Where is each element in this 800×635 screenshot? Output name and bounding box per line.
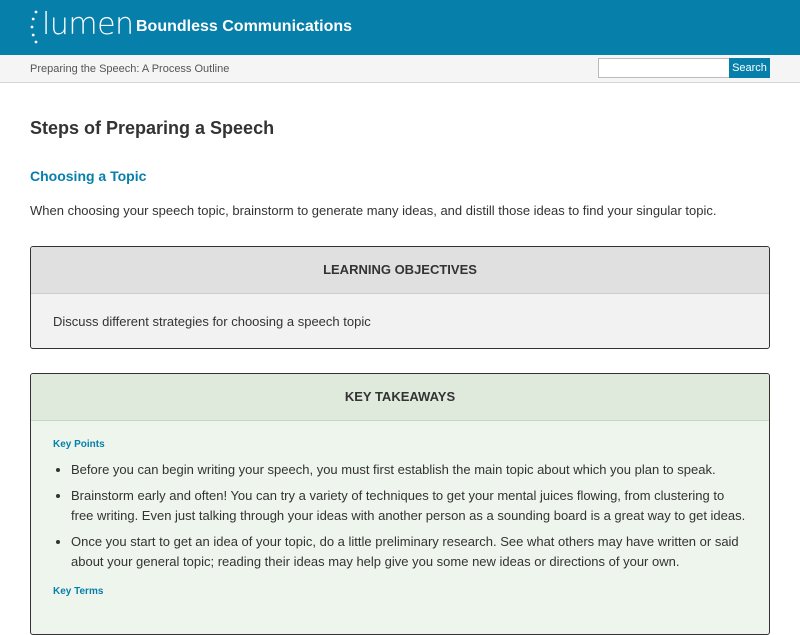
key-points-list <box>31 460 769 572</box>
course-title[interactable]: Boundless Communications <box>136 18 353 35</box>
main-content <box>30 118 770 597</box>
key-terms-label: Key Terms <box>53 586 104 597</box>
learning-objectives-box <box>30 246 770 349</box>
list-item: • Brainstorm early and often! You can try a variety of techniques to get your mental juices flowing, from clustering to free writing. Even just talking through your ideas with another person as a sounding board is a great way to get ideas. <box>71 486 769 526</box>
lumen-logo[interactable] <box>30 7 134 46</box>
breadcrumb[interactable]: Preparing the Speech: A Process Outline <box>30 63 230 75</box>
key-takeaways-heading: KEY TAKEAWAYS <box>31 374 769 421</box>
search-input[interactable] <box>598 58 732 78</box>
site-header <box>0 0 800 55</box>
list-item: • Once you start to get an idea of your topic, do a little preliminary research. See what others may have written or said about your general topic; reading their ideas may help give you some new ideas or directions of your own. <box>71 532 769 572</box>
logo-text: lumen <box>42 7 134 42</box>
key-takeaways-box <box>30 373 770 635</box>
learning-objectives-text: Discuss different strategies for choosing a speech topic <box>53 314 371 329</box>
logo-dots-icon <box>30 10 42 46</box>
learning-objectives-heading: LEARNING OBJECTIVES <box>31 247 769 294</box>
page-title: Steps of Preparing a Speech <box>30 118 275 138</box>
list-item: • Before you can begin writing your speech, you must first establish the main topic about which you plan to speak. <box>71 460 769 480</box>
section-title: Choosing a Topic <box>30 168 147 184</box>
intro-text: When choosing your speech topic, brainstorm to generate many ideas, and distill those ideas to find your singular topic. <box>30 203 717 218</box>
search-button[interactable]: Search <box>729 58 770 78</box>
breadcrumb-bar <box>0 55 800 83</box>
key-points-label: Key Points <box>53 439 105 450</box>
